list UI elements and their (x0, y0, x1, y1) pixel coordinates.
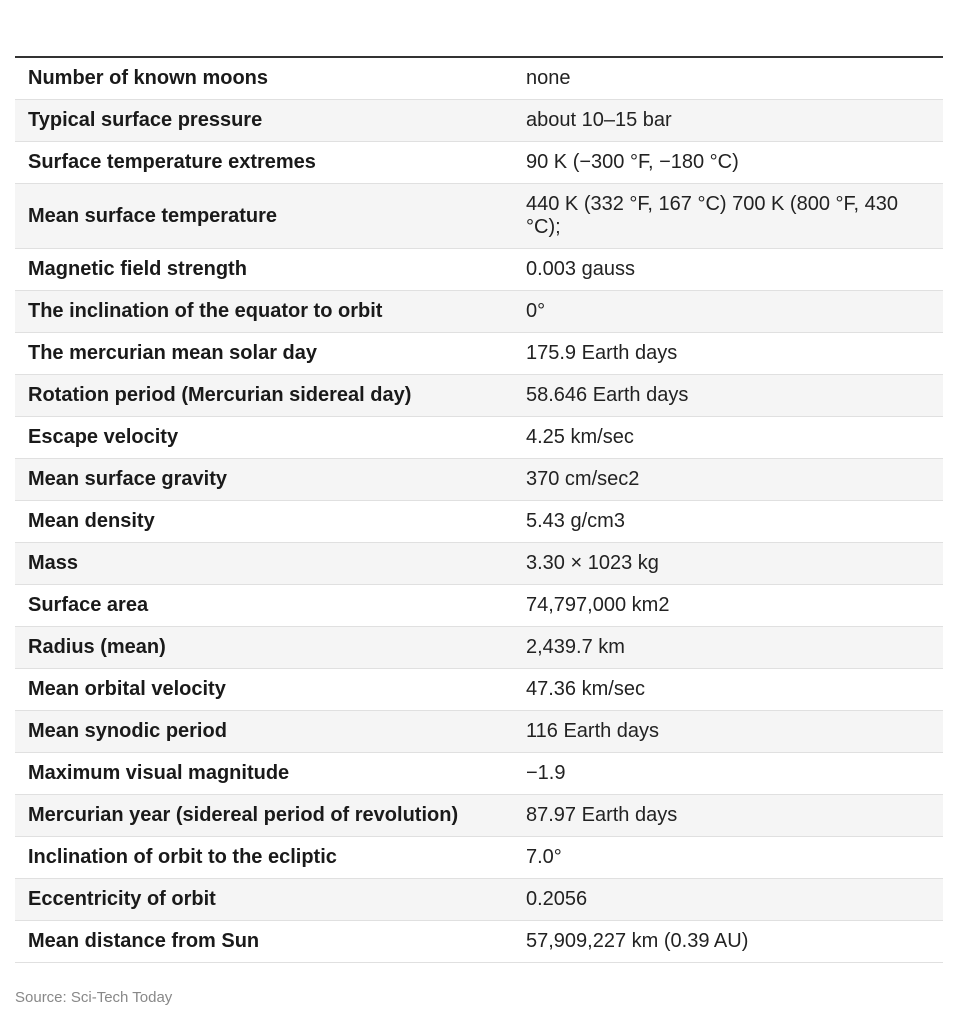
property-cell: Maximum visual magnitude (15, 753, 513, 795)
table-row (15, 795, 943, 837)
table-row (15, 375, 943, 417)
value-cell: 0.2056 (513, 879, 943, 921)
value-cell: 47.36 km/sec (513, 669, 943, 711)
value-cell: 57,909,227 km (0.39 AU) (513, 921, 943, 963)
table-row (15, 879, 943, 921)
value-cell: about 10–15 bar (513, 100, 943, 142)
value-cell: 74,797,000 km2 (513, 585, 943, 627)
property-cell: Surface temperature extremes (15, 142, 513, 184)
value-cell: 7.0° (513, 837, 943, 879)
property-cell: Inclination of orbit to the ecliptic (15, 837, 513, 879)
value-cell: 0° (513, 291, 943, 333)
table-row (15, 291, 943, 333)
value-cell: none (513, 58, 943, 100)
value-cell: 440 K (332 °F, 167 °C) 700 K (800 °F, 430 °C); (513, 184, 943, 249)
value-cell: −1.9 (513, 753, 943, 795)
value-cell: 58.646 Earth days (513, 375, 943, 417)
value-cell: 87.97 Earth days (513, 795, 943, 837)
property-cell: Number of known moons (15, 58, 513, 100)
property-cell: Magnetic field strength (15, 249, 513, 291)
table-row (15, 753, 943, 795)
table-row (15, 142, 943, 184)
table-row (15, 249, 943, 291)
source-note: Source: Sci-Tech Today (15, 989, 173, 1006)
value-cell: 5.43 g/cm3 (513, 501, 943, 543)
table-row (15, 921, 943, 963)
table-row (15, 837, 943, 879)
property-cell: Mean distance from Sun (15, 921, 513, 963)
table-row (15, 58, 943, 100)
property-cell: Rotation period (Mercurian sidereal day) (15, 375, 513, 417)
table-row (15, 417, 943, 459)
table-row (15, 669, 943, 711)
value-cell: 116 Earth days (513, 711, 943, 753)
table-row (15, 501, 943, 543)
table-row (15, 100, 943, 142)
property-cell: Mean synodic period (15, 711, 513, 753)
property-cell: Mass (15, 543, 513, 585)
value-cell: 3.30 × 1023 kg (513, 543, 943, 585)
facts-table (15, 58, 943, 963)
property-cell: The mercurian mean solar day (15, 333, 513, 375)
property-cell: Radius (mean) (15, 627, 513, 669)
value-cell: 175.9 Earth days (513, 333, 943, 375)
table-row (15, 627, 943, 669)
property-cell: Mean surface temperature (15, 184, 513, 249)
property-cell: Mercurian year (sidereal period of revolution) (15, 795, 513, 837)
property-cell: Surface area (15, 585, 513, 627)
property-cell: Eccentricity of orbit (15, 879, 513, 921)
value-cell: 4.25 km/sec (513, 417, 943, 459)
property-cell: The inclination of the equator to orbit (15, 291, 513, 333)
property-cell: Mean density (15, 501, 513, 543)
mercury-facts-table (15, 56, 943, 963)
table-row (15, 184, 943, 249)
property-cell: Typical surface pressure (15, 100, 513, 142)
table-row (15, 543, 943, 585)
value-cell: 2,439.7 km (513, 627, 943, 669)
value-cell: 0.003 gauss (513, 249, 943, 291)
table-row (15, 711, 943, 753)
table-row (15, 585, 943, 627)
property-cell: Mean surface gravity (15, 459, 513, 501)
property-cell: Mean orbital velocity (15, 669, 513, 711)
table-row (15, 333, 943, 375)
table-body (15, 58, 943, 963)
table-row (15, 459, 943, 501)
value-cell: 90 K (−300 °F, −180 °C) (513, 142, 943, 184)
property-cell: Escape velocity (15, 417, 513, 459)
value-cell: 370 cm/sec2 (513, 459, 943, 501)
